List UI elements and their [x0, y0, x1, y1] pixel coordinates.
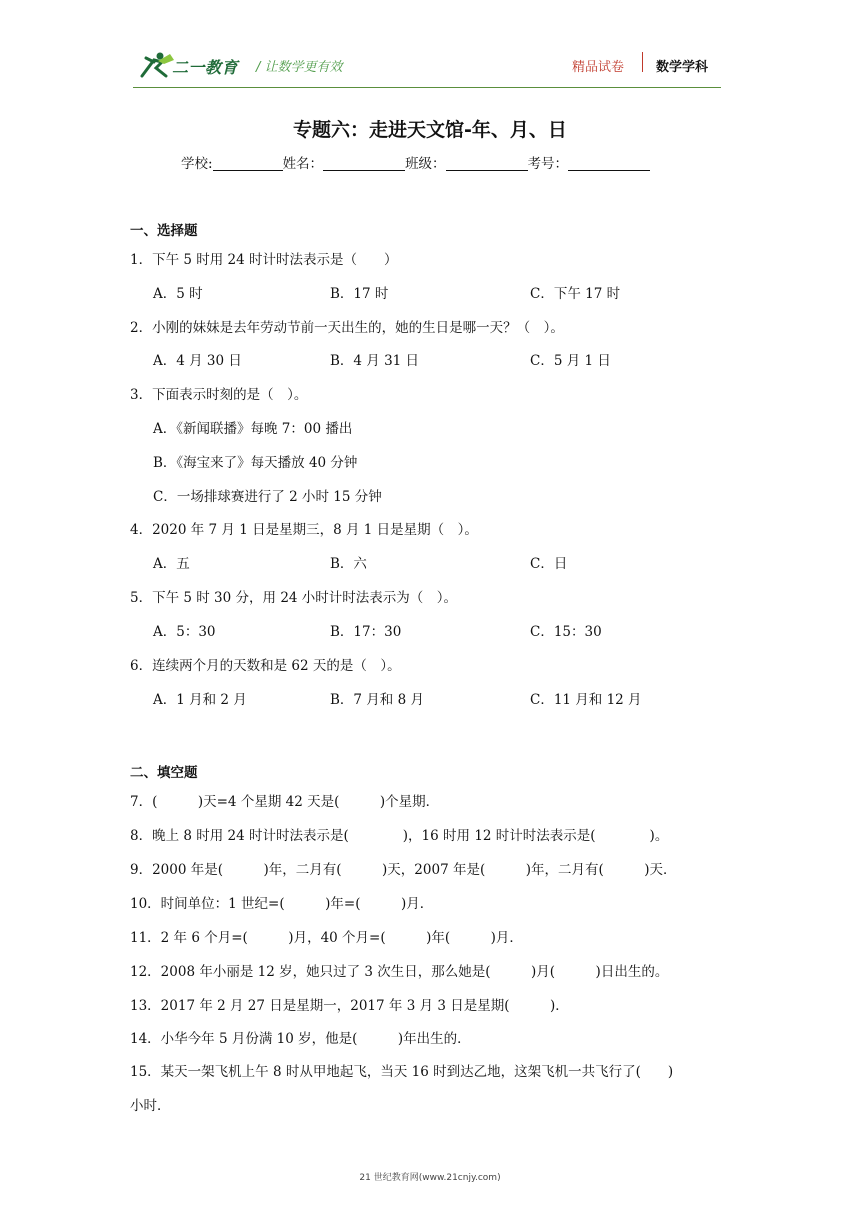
option-a[interactable]: A．1 月和 2 月 — [153, 692, 247, 708]
section-heading-choice: 一、选择题 — [130, 223, 198, 239]
question-stem: 6．连续两个月的天数和是 62 天的是（ ）。 — [130, 658, 401, 674]
question-stem: 5．下午 5 时 30 分，用 24 小时计时法表示为（ ）。 — [130, 590, 458, 606]
header-rule — [133, 87, 721, 88]
logo-text: 二一教育 — [172, 58, 239, 77]
question-stem: 1．下午 5 时用 24 时计时法表示是（ ） — [130, 252, 398, 268]
option-a[interactable]: A．4 月 30 日 — [153, 353, 242, 369]
school-blank[interactable] — [213, 156, 283, 171]
exam-no-blank[interactable] — [568, 156, 650, 171]
option-c[interactable]: C．5 月 1 日 — [530, 353, 611, 369]
class-blank[interactable] — [446, 156, 528, 171]
fill-question: 11．2 年 6 个月=( )月，40 个月=( )年( )月． — [130, 930, 523, 946]
page-title: 专题六：走进天文馆-年、月、日 — [293, 119, 567, 141]
section-heading-fill: 二、填空题 — [130, 765, 198, 781]
name-blank[interactable] — [323, 156, 405, 171]
option-a[interactable]: A．《新闻联播》每晚 7：00 播出 — [153, 421, 353, 437]
header-divider — [642, 52, 643, 72]
option-c[interactable]: C．一场排球赛进行了 2 小时 15 分钟 — [153, 489, 382, 505]
student-info-row — [181, 152, 650, 172]
option-b[interactable]: B．4 月 31 日 — [330, 353, 420, 369]
option-c[interactable]: C．日 — [530, 556, 568, 572]
fill-question: 13．2017 年 2 月 27 日是星期一，2017 年 3 月 3 日是星期( )． — [130, 998, 569, 1014]
option-c[interactable]: C．下午 17 时 — [530, 286, 621, 302]
school-label: 学校: — [181, 156, 213, 172]
question-stem: 2．小刚的妹妹是去年劳动节前一天出生的，她的生日是哪一天？（ ）。 — [130, 320, 564, 336]
header-slogan: / 让数学更有效 — [256, 60, 343, 75]
option-a[interactable]: A．五 — [153, 556, 190, 572]
option-a[interactable]: A．5：30 — [153, 624, 216, 640]
fill-question: 15．某天一架飞机上午 8 时从甲地起飞，当天 16 时到达乙地，这架飞机一共飞行了( ) — [130, 1064, 674, 1080]
option-b[interactable]: B．17：30 — [330, 624, 402, 640]
fill-question: 8．晚上 8 时用 24 时计时法表示是( )，16 时用 12 时计时法表示是( )。 — [130, 828, 669, 844]
option-c[interactable]: C．15：30 — [530, 624, 602, 640]
fill-question: 7．( )天=4 个星期 42 天是( )个星期． — [130, 794, 440, 810]
fill-question: 10．时间单位：1 世纪=( )年=( )月． — [130, 896, 434, 912]
name-label: 姓名： — [282, 156, 324, 172]
option-a[interactable]: A．5 时 — [153, 286, 203, 302]
question-stem: 4．2020 年 7 月 1 日是星期三，8 月 1 日是星期（ ）。 — [130, 522, 478, 538]
fill-question-continued: 小时． — [130, 1098, 171, 1114]
question-stem: 3．下面表示时刻的是（ ）。 — [130, 387, 308, 403]
option-b[interactable]: B．7 月和 8 月 — [330, 692, 424, 708]
option-c[interactable]: C．11 月和 12 月 — [530, 692, 642, 708]
class-label: 班级： — [405, 156, 446, 172]
fill-question: 12．2008 年小丽是 12 岁，她只过了 3 次生日，那么她是( )月( )日出生的。 — [130, 964, 669, 980]
exam-no-label: 考号： — [527, 156, 569, 172]
page-footer: 21 世纪教育网(www.21cnjy.com) — [359, 1173, 501, 1183]
header-label-subject: 数学学科 — [656, 60, 709, 75]
fill-question: 9．2000 年是( )年，二月有( )天，2007 年是( )年，二月有( )天． — [130, 862, 677, 878]
option-b[interactable]: B．六 — [330, 556, 367, 572]
option-b[interactable]: B．《海宝来了》每天播放 40 分钟 — [153, 455, 358, 471]
header-label-premium: 精品试卷 — [572, 60, 625, 75]
option-b[interactable]: B．17 时 — [330, 286, 389, 302]
fill-question: 14．小华今年 5 月份满 10 岁，他是( )年出生的． — [130, 1031, 471, 1047]
